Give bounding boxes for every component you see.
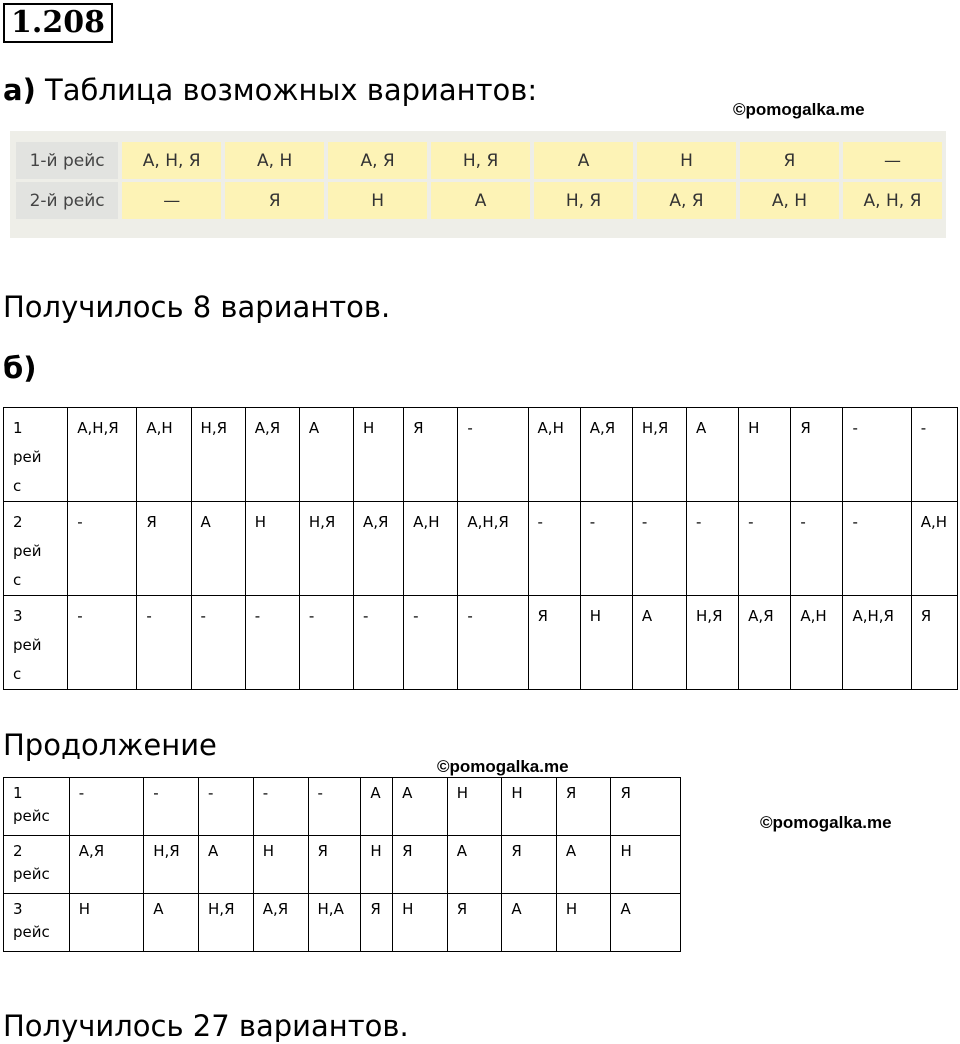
table-cell: А,Я — [69, 836, 144, 894]
part-a-marker: а) — [3, 73, 36, 107]
table-cell: Н — [354, 408, 404, 502]
watermark: ©pomogalka.me — [733, 100, 865, 119]
row-label-part: с — [13, 571, 22, 589]
table-cell: А — [502, 894, 557, 952]
part-b-result: Получилось 27 вариантов. — [3, 1009, 409, 1043]
table-cell: Я — [611, 778, 681, 836]
row-label — [4, 778, 70, 836]
row-label-part: 1 — [13, 784, 23, 802]
table-cell: - — [308, 778, 361, 836]
variants-table-a-grid — [12, 139, 946, 222]
table-cell: А,Я — [580, 408, 632, 502]
table-cell: Я — [308, 836, 361, 894]
table-cell: Я — [528, 596, 580, 690]
table-cell: Н — [637, 142, 736, 179]
table-cell: А,Я — [245, 408, 299, 502]
row-label — [4, 596, 68, 690]
table-cell: А — [447, 836, 502, 894]
table-cell: Я — [447, 894, 502, 952]
table-cell: Н,Я — [299, 502, 353, 596]
table-cell: Н — [253, 836, 308, 894]
table-cell: - — [843, 502, 911, 596]
table-cell: Н,А — [308, 894, 361, 952]
task-number: 1.208 — [3, 3, 113, 43]
table-cell: Н,Я — [687, 596, 739, 690]
watermark: ©pomogalka.me — [760, 813, 892, 832]
table-cell: А — [144, 894, 199, 952]
table-cell: - — [843, 408, 911, 502]
table-cell: А — [299, 408, 353, 502]
table-cell: А,Я — [739, 596, 791, 690]
row-label — [4, 836, 70, 894]
table-row — [4, 836, 681, 894]
table-cell: — — [843, 142, 942, 179]
table-row — [4, 408, 958, 502]
row-label-part: с — [13, 477, 22, 495]
table-row — [4, 778, 681, 836]
row-label: 1-й рейс — [16, 142, 118, 179]
row-label-part: с — [13, 665, 22, 683]
table-cell: Н — [328, 182, 427, 219]
table-cell: Н,Я — [191, 408, 245, 502]
table-cell: А — [687, 408, 739, 502]
table-cell: - — [528, 502, 580, 596]
table-cell: - — [69, 778, 144, 836]
table-cell: А — [431, 182, 530, 219]
part-a-heading — [3, 72, 537, 108]
row-label-part: 2 — [13, 842, 23, 860]
table-cell: А, Я — [637, 182, 736, 219]
part-a-heading-text: Таблица возможных вариантов: — [45, 73, 538, 107]
row-label-part: рей — [13, 542, 42, 560]
row-label-part: рейс — [13, 807, 50, 825]
table-cell: А,Н,Я — [458, 502, 528, 596]
table-cell: - — [404, 596, 458, 690]
row-label-part: рейс — [13, 923, 50, 941]
row-label-part: рейс — [13, 865, 50, 883]
row-label — [4, 502, 68, 596]
table-cell: Н — [447, 778, 502, 836]
table-cell: Н, Я — [431, 142, 530, 179]
table-cell: - — [632, 502, 686, 596]
table-cell: Н — [580, 596, 632, 690]
table-row — [4, 596, 958, 690]
part-b-marker: б) — [3, 351, 37, 385]
table-cell: Я — [137, 502, 191, 596]
table-cell: - — [299, 596, 353, 690]
table-cell: - — [137, 596, 191, 690]
table-cell: Я — [225, 182, 324, 219]
table-cell: - — [458, 408, 528, 502]
table-cell: Я — [361, 894, 393, 952]
table-row — [16, 182, 942, 219]
table-cell: — — [122, 182, 221, 219]
table-cell: Н — [245, 502, 299, 596]
table-cell: Н — [361, 836, 393, 894]
table-cell: - — [911, 408, 957, 502]
variants-table-continuation — [3, 777, 681, 952]
table-cell: А,Н,Я — [68, 408, 137, 502]
table-cell: - — [68, 596, 137, 690]
table-cell: Я — [502, 836, 557, 894]
row-label-part: 3 — [13, 900, 23, 918]
table-cell: А,Н,Я — [843, 596, 911, 690]
row-label — [4, 894, 70, 952]
row-label-part: рей — [13, 636, 42, 654]
table-cell: Н — [611, 836, 681, 894]
table-cell: А, Н, Я — [843, 182, 942, 219]
table-cell: А — [393, 778, 448, 836]
table-cell: А — [361, 778, 393, 836]
table-cell: А — [611, 894, 681, 952]
table-cell: Н, Я — [534, 182, 633, 219]
variants-table-a — [10, 131, 946, 238]
table-cell: А — [556, 836, 611, 894]
table-cell: А — [534, 142, 633, 179]
part-a-result: Получилось 8 вариантов. — [3, 290, 391, 324]
table-cell: Я — [404, 408, 458, 502]
table-cell: - — [791, 502, 843, 596]
table-cell: Н — [556, 894, 611, 952]
table-cell: А, Н, Я — [122, 142, 221, 179]
table-row — [16, 142, 942, 179]
row-label: 2-й рейс — [16, 182, 118, 219]
table-cell: А,Н — [137, 408, 191, 502]
table-cell: - — [199, 778, 254, 836]
table-cell: Н — [393, 894, 448, 952]
table-cell: Н,Я — [632, 408, 686, 502]
table-cell: - — [739, 502, 791, 596]
table-cell: Н — [502, 778, 557, 836]
table-cell: - — [253, 778, 308, 836]
table-cell: Я — [791, 408, 843, 502]
row-label-part: рей — [13, 448, 42, 466]
variants-table-b — [3, 407, 958, 690]
table-cell: - — [68, 502, 137, 596]
row-label-part: 1 — [13, 419, 23, 437]
table-cell: Я — [740, 142, 839, 179]
table-cell: Н,Я — [199, 894, 254, 952]
table-cell: А,Н — [528, 408, 580, 502]
table-cell: Я — [911, 596, 957, 690]
table-cell: А,Н — [791, 596, 843, 690]
table-cell: А — [191, 502, 245, 596]
table-cell: А — [199, 836, 254, 894]
table-cell: - — [458, 596, 528, 690]
row-label — [4, 408, 68, 502]
row-label-part: 3 — [13, 607, 23, 625]
table-cell: - — [687, 502, 739, 596]
continuation-label: Продолжение — [3, 728, 217, 762]
table-cell: - — [191, 596, 245, 690]
table-cell: А,Я — [253, 894, 308, 952]
table-cell: Я — [393, 836, 448, 894]
table-cell: А, Я — [328, 142, 427, 179]
table-cell: А,Н — [911, 502, 957, 596]
table-cell: - — [144, 778, 199, 836]
table-cell: А,Н — [404, 502, 458, 596]
table-cell: - — [245, 596, 299, 690]
table-row — [4, 894, 681, 952]
table-cell: Н — [739, 408, 791, 502]
table-cell: Н — [69, 894, 144, 952]
table-cell: А, Н — [225, 142, 324, 179]
table-cell: А — [632, 596, 686, 690]
table-cell: - — [580, 502, 632, 596]
row-label-part: 2 — [13, 513, 23, 531]
table-row — [4, 502, 958, 596]
table-cell: Я — [556, 778, 611, 836]
table-cell: А,Я — [354, 502, 404, 596]
table-cell: - — [354, 596, 404, 690]
table-cell: Н,Я — [144, 836, 199, 894]
watermark: ©pomogalka.me — [437, 757, 569, 776]
table-cell: А, Н — [740, 182, 839, 219]
